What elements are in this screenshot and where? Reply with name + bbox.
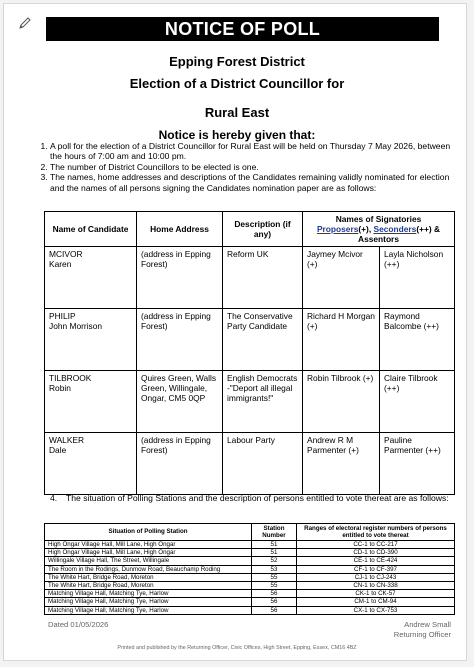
pencil-edit-icon[interactable] — [18, 16, 32, 30]
seconder-cell: Raymond Balcombe (++) — [380, 309, 455, 371]
station-number: 52 — [252, 557, 297, 565]
notice-given-heading: Notice is hereby given that: — [158, 128, 316, 142]
point-3: 3. The names, home addresses and descriptions of the Candidates remaining validly nominated for election and the names of all persons signing the Candidates nomination paper are as follows: — [50, 172, 464, 193]
station-range: CJ-1 to CJ-243 — [297, 573, 455, 581]
table-row — [45, 573, 455, 581]
table-row — [45, 247, 455, 309]
point-2: 2. The number of District Councillors to be elected is one. — [50, 162, 464, 172]
returning-officer — [394, 620, 451, 639]
table-row — [45, 565, 455, 573]
candidate-surname: PHILIP — [49, 311, 76, 321]
station-number: 53 — [252, 565, 297, 573]
station-number: 51 — [252, 541, 297, 549]
station-number: 56 — [252, 598, 297, 606]
station-range: CC-1 to CC-217 — [297, 541, 455, 549]
proposer-cell: Robin Tilbrook (+) — [303, 371, 380, 433]
candidate-description: The Conservative Party Candidate — [223, 309, 303, 371]
ward-heading: Rural East — [204, 105, 270, 120]
station-range: CM-1 to CM-94 — [297, 598, 455, 606]
proposer-cell: Richard H Morgan (+) — [303, 309, 380, 371]
station-situation: Matching Village Hall, Matching Tye, Harlow — [45, 606, 252, 614]
candidates-table — [44, 211, 455, 495]
station-range: CK-1 to CK-57 — [297, 590, 455, 598]
header-station-number: Station Number — [252, 524, 297, 541]
station-number: 51 — [252, 549, 297, 557]
candidate-description: English Democrats -"Deport all illegal immigrants!" — [223, 371, 303, 433]
table-row — [45, 541, 455, 549]
election-heading: Election of a District Councillor for — [129, 76, 345, 91]
candidate-name — [45, 433, 137, 495]
station-number: 55 — [252, 573, 297, 581]
candidate-address: (address in Epping Forest) — [137, 309, 223, 371]
station-situation: The Room in the Rodings, Dunmow Road, Beauchamp Roding — [45, 565, 252, 573]
table-row — [45, 598, 455, 606]
candidate-address: Quires Green, Walls Green, Willingale, Ongar, CM5 0QP — [137, 371, 223, 433]
candidate-address: (address in Epping Forest) — [137, 433, 223, 495]
station-situation: The White Hart, Bridge Road, Moreton — [45, 573, 252, 581]
proposers-label: Proposers — [316, 224, 359, 234]
candidate-surname: TILBROOK — [49, 373, 92, 383]
candidate-address: (address in Epping Forest) — [137, 247, 223, 309]
seconders-mark: (++) & Assentors — [358, 224, 441, 244]
proposers-mark: (+), — [358, 224, 374, 234]
table-row — [45, 549, 455, 557]
header-ranges: Ranges of electoral register numbers of persons entitled to vote thereat — [297, 524, 455, 541]
station-range: CF-1 to CF-397 — [297, 565, 455, 573]
notice-banner: NOTICE OF POLL — [46, 17, 439, 41]
seconders-label: Seconders — [373, 224, 417, 234]
point-4-text: The situation of Polling Stations and the description of persons entitled to vote thereat are as follows: — [66, 493, 449, 503]
station-situation: High Ongar Village Hall, Mill Lane, High Ongar — [45, 549, 252, 557]
station-range: CD-1 to CD-390 — [297, 549, 455, 557]
proposer-cell: Jaymey Mcivor (+) — [303, 247, 380, 309]
candidate-forenames: Karen — [49, 259, 72, 269]
candidate-description: Reform UK — [223, 247, 303, 309]
signatories-prefix: Names of Signatories — [335, 214, 422, 224]
table-row — [45, 590, 455, 598]
candidate-surname: MCIVOR — [49, 249, 83, 259]
stations-header-row — [45, 524, 455, 541]
station-situation: Willingale Village Hall, The Street, Willingale — [45, 557, 252, 565]
candidate-forenames: Robin — [49, 383, 71, 393]
station-number: 55 — [252, 582, 297, 590]
station-situation: Matching Village Hall, Matching Tye, Harlow — [45, 598, 252, 606]
candidate-surname: WALKER — [49, 435, 85, 445]
candidate-name — [45, 371, 137, 433]
header-description: Description (if any) — [223, 212, 303, 247]
candidate-name — [45, 309, 137, 371]
header-signatories — [303, 212, 455, 247]
point-1: 1. A poll for the election of a District Councillor for Rural East will be held on Thursday 7 May 2026, between the hours of 7:00 am and 10:00 pm. — [50, 141, 464, 162]
station-situation: Matching Village Hall, Matching Tye, Harlow — [45, 590, 252, 598]
header-situation: Situation of Polling Station — [45, 524, 252, 541]
candidates-header-row — [45, 212, 455, 247]
table-row — [45, 606, 455, 614]
polling-stations-table — [44, 523, 455, 615]
imprint-footer: Printed and published by the Returning Officer, Civic Offices, High Street, Epping, Essex, CM16 4BZ — [117, 645, 357, 651]
seconder-cell: Pauline Parmenter (++) — [380, 433, 455, 495]
station-situation: High Ongar Village Hall, Mill Lane, High Ongar — [45, 541, 252, 549]
station-range: CX-1 to CX-753 — [297, 606, 455, 614]
seconder-cell: Layla Nicholson (++) — [380, 247, 455, 309]
station-number: 56 — [252, 590, 297, 598]
station-range: CN-1 to CN-338 — [297, 582, 455, 590]
table-row — [45, 557, 455, 565]
station-range: CE-1 to CE-424 — [297, 557, 455, 565]
proposer-cell: Andrew R M Parmenter (+) — [303, 433, 380, 495]
table-row — [45, 582, 455, 590]
officer-title: Returning Officer — [393, 629, 451, 639]
table-row — [45, 433, 455, 495]
header-address: Home Address — [137, 212, 223, 247]
station-number: 56 — [252, 606, 297, 614]
dated-line: Dated 01/05/2026 — [48, 620, 109, 629]
district-heading: Epping Forest District — [169, 54, 305, 69]
seconder-cell: Claire Tilbrook (++) — [380, 371, 455, 433]
officer-name: Andrew Small — [404, 620, 451, 629]
candidate-forenames: Dale — [49, 445, 67, 455]
notice-points — [28, 141, 464, 193]
candidate-forenames: John Morrison — [49, 321, 103, 331]
station-situation: The White Hart, Bridge Road, Moreton — [45, 582, 252, 590]
point-4-number: 4. — [50, 493, 58, 503]
candidate-name — [45, 247, 137, 309]
candidate-description: Labour Party — [223, 433, 303, 495]
table-row — [45, 371, 455, 433]
table-row — [45, 309, 455, 371]
header-name: Name of Candidate — [45, 212, 137, 247]
